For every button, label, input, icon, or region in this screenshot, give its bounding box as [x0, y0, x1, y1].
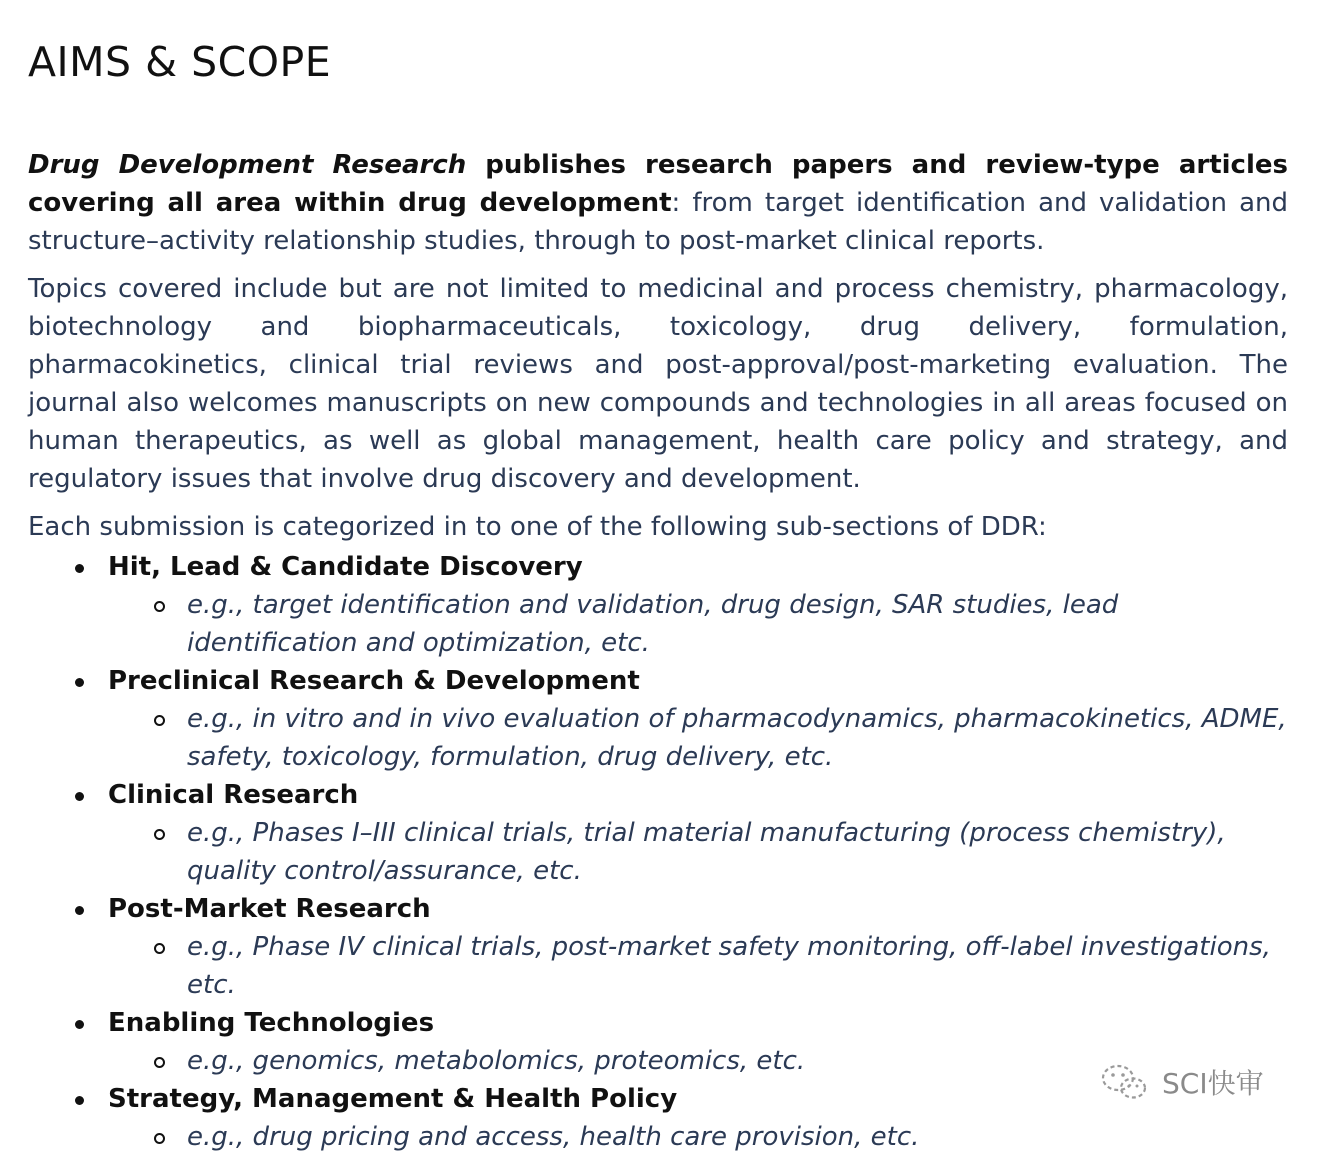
circle-bullet-icon: [154, 1057, 165, 1068]
subsection-example: [187, 814, 1288, 890]
bullet-icon: [75, 678, 84, 687]
bullet-icon: [75, 564, 84, 573]
subsection-item: [28, 662, 1288, 776]
topics-paragraph: Topics covered include but are not limited to medicinal and process chemistry, pharmacology, biotechnology and biopharmaceuticals, toxicology, drug delivery, formulation, pharmacokinetics, clinical trial reviews and post-approval/post-marketing evaluation. The journal also welcomes manuscripts on new compounds and technologies in all areas focused on human therapeutics, as well as global management, health care policy and strategy, and regulatory issues that involve drug discovery and development.: [28, 274, 1288, 494]
subsection-title: Clinical Research: [108, 780, 359, 810]
circle-bullet-icon: [154, 943, 165, 954]
subsection-item: [28, 548, 1288, 662]
circle-bullet-icon: [154, 829, 165, 840]
intro-rest: : from target identification and validation and structure–activity relationship studies, through to post-market clinical reports.: [28, 188, 1288, 256]
subsection-example-text: e.g., drug pricing and access, health care provision, etc.: [187, 1122, 920, 1152]
bullet-icon: [75, 1096, 84, 1105]
categorization-sentence: Each submission is categorized in to one of the following sub-sections of DDR:: [28, 512, 1047, 542]
subsection-example-text: e.g., target identification and validation, drug design, SAR studies, lead identification and optimization, etc.: [187, 590, 1119, 658]
intro-paragraph: [28, 146, 1288, 260]
subsection-title: Enabling Technologies: [108, 1008, 435, 1038]
subsection-title: Hit, Lead & Candidate Discovery: [108, 552, 583, 582]
subsection-example: [187, 928, 1288, 1004]
subsection-example-text: e.g., Phase IV clinical trials, post-market safety monitoring, off-label investigations, etc.: [187, 932, 1271, 1000]
subsection-example-text: e.g., in vitro and in vivo evaluation of pharmacodynamics, pharmacokinetics, ADME, safety, toxicology, formulation, drug delivery, etc.: [187, 704, 1287, 772]
subsection-item: [28, 776, 1288, 890]
subsection-example-text: e.g., genomics, metabolomics, proteomics, etc.: [187, 1046, 806, 1076]
circle-bullet-icon: [154, 601, 165, 612]
subsection-example: [187, 586, 1288, 662]
watermark: [1098, 1060, 1264, 1104]
page-title: AIMS & SCOPE: [28, 38, 332, 86]
bullet-icon: [75, 792, 84, 801]
circle-bullet-icon: [154, 1133, 165, 1144]
subsection-example: [187, 700, 1288, 776]
subsection-title: Preclinical Research & Development: [108, 666, 640, 696]
bullet-icon: [75, 1020, 84, 1029]
intro-lead: publishes research papers and review-type articles covering all area within drug development: [28, 150, 1288, 218]
subsection-example-text: e.g., Phases I–III clinical trials, trial material manufacturing (process chemistry), quality control/assurance, etc.: [187, 818, 1226, 886]
circle-bullet-icon: [154, 715, 165, 726]
bullet-icon: [75, 906, 84, 915]
wechat-icon: [1098, 1062, 1152, 1102]
subsection-title: Post-Market Research: [108, 894, 431, 924]
watermark-text: SCI快审: [1162, 1067, 1264, 1100]
subsection-example: [187, 1118, 1288, 1156]
subsection-title: Strategy, Management & Health Policy: [108, 1084, 678, 1114]
subsection-item: [28, 890, 1288, 1004]
journal-name: Drug Development Research: [28, 150, 467, 180]
